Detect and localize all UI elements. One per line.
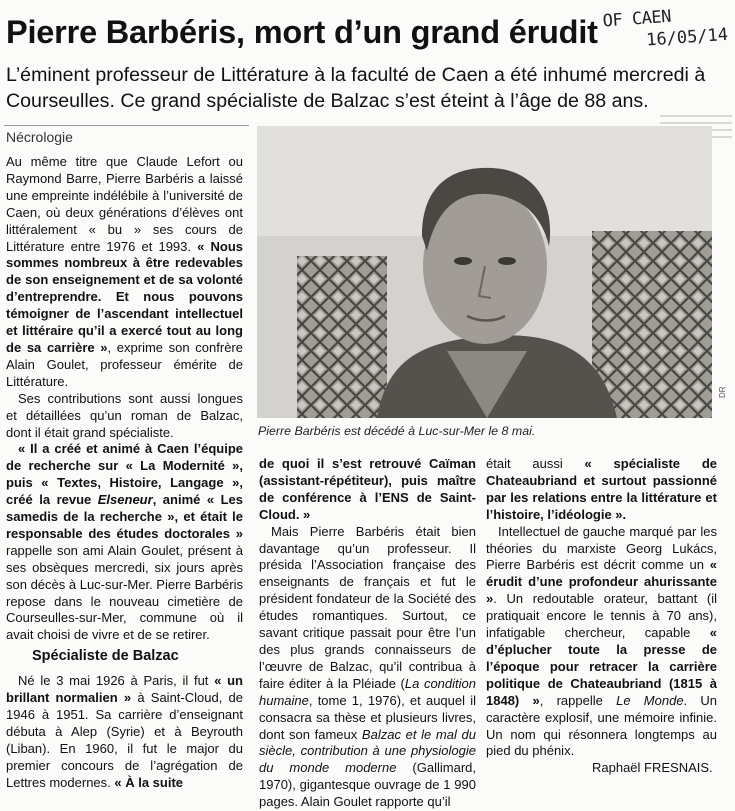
byline: Raphaël FRESNAIS. xyxy=(592,760,713,775)
rubric-rule xyxy=(4,125,249,126)
column-1 xyxy=(6,154,243,792)
section-rubric: Nécrologie xyxy=(6,129,73,145)
paragraph: était aussi « spécialiste de Chateaubriand et surtout passionné par les relations entre la littérature et l’histoire, l’idéologie ». xyxy=(486,456,717,522)
paragraph: Né le 3 mai 1926 à Paris, il fut « un brillant normalien » à Saint-Cloud, de 1946 à 1951. Sa carrière d’enseignant débuta à Alep (Syrie) et à Beyrouth (Liban). En 1960, il fut le major du premier concours de l’agrégation de Lettres modernes. « À la suite xyxy=(6,673,244,790)
standfirst: L’éminent professeur de Littérature à la faculté de Caen a été inhumé mercredi à Courseulles. Ce grand spécialiste de Balzac s’est éteint à l’âge de 88 ans. xyxy=(6,64,706,112)
photo-credit: DR xyxy=(718,386,727,398)
headline: Pierre Barbéris, mort d’un grand érudit xyxy=(6,14,598,50)
paragraph: Mais Pierre Barbéris était bien davantage qu’un professeur. Il présida l’Association française des enseignants de français et fut le président fondateur de la Société des études romantiques. Surtout, ce savant critique passait pour être l’un des plus grands connaisseurs de l’œuvre de Balzac, qu’il contribua à faire éditer à la Pléiade (La condition humaine, tome 1, 1976), et auquel il consacra sa thèse et plusieurs livres, dont son fameux Balzac et le mal du siècle, contribution à une physiologie du monde moderne (Gallimard, 1970), gigantesque ouvrage de 1 990 pages. Alain Goulet rapporte qu’il xyxy=(259,523,476,810)
portrait-photo xyxy=(257,126,712,418)
portrait-illustration xyxy=(257,126,712,418)
handwritten-source: OF CAEN xyxy=(602,6,672,32)
column-3 xyxy=(486,456,717,760)
column-2 xyxy=(259,456,476,811)
paragraph: Intellectuel de gauche marqué par les théories du marxiste Georg Lukács, Pierre Barbéris est décrit comme un « érudit d’une profondeur ahurissante ». Un redoutable orateur, battant (il pratiquait encore le tennis à 70 ans), infatigable chercheur, capable « d’éplucher toute la presse de l’époque pour retracer la carrière politique de Chateaubriand (1815 à 1848) », rappelle Le Monde. Un caractère explosif, une mémoire infinie. Un nom qui résonnera longtemps au pied du phénix. xyxy=(486,523,718,759)
handwritten-date: 16/05/14 xyxy=(645,24,729,51)
paragraph: Ses contributions sont aussi longues et détaillées qu’un roman de Balzac, dont il était grand spécialiste. xyxy=(6,390,243,440)
photo-caption: Pierre Barbéris est décédé à Luc-sur-Mer le 8 mai. xyxy=(258,424,536,438)
paragraph: de quoi il s’est retrouvé Caïman (assistant-répétiteur), puis maître de conférence à l’ENS de Saint-Cloud. » xyxy=(259,456,476,522)
handwritten-source-note xyxy=(602,2,734,71)
subhead: Spécialiste de Balzac xyxy=(32,648,179,665)
paragraph: « Il a créé et animé à Caen l’équipe de recherche sur « La Modernité », puis « Textes, Histoire, Langage », créé la revue Elseneur, animé « Les samedis de la recherche », et était le responsable des études doctorales » rappelle son ami Alain Goulet, présent à ses obsèques mercredi, six jours après son décès à Luc-sur-Mer. Pierre Barbéris repose dans le nouveau cimetière de Courseulles-sur-Mer, commune où il avait choisi de vivre et de se retirer. xyxy=(6,441,243,643)
paragraph: Au même titre que Claude Lefort ou Raymond Barre, Pierre Barbéris a laissé une empreinte indélébile à l’université de Caen, où deux générations d’élèves ont littéralement « bu » ses cours de Littérature entre 1976 et 1993. « Nous sommes nombreux à être redevables de son enseignement et de sa volonté d’entreprendre. Et nous pouvons témoigner de l’ascendant intellectuel et littéraire qu’il a exercé tout au long de sa carrière », exprime son confrère Alain Goulet, professeur émérite de Littérature. xyxy=(6,154,244,389)
